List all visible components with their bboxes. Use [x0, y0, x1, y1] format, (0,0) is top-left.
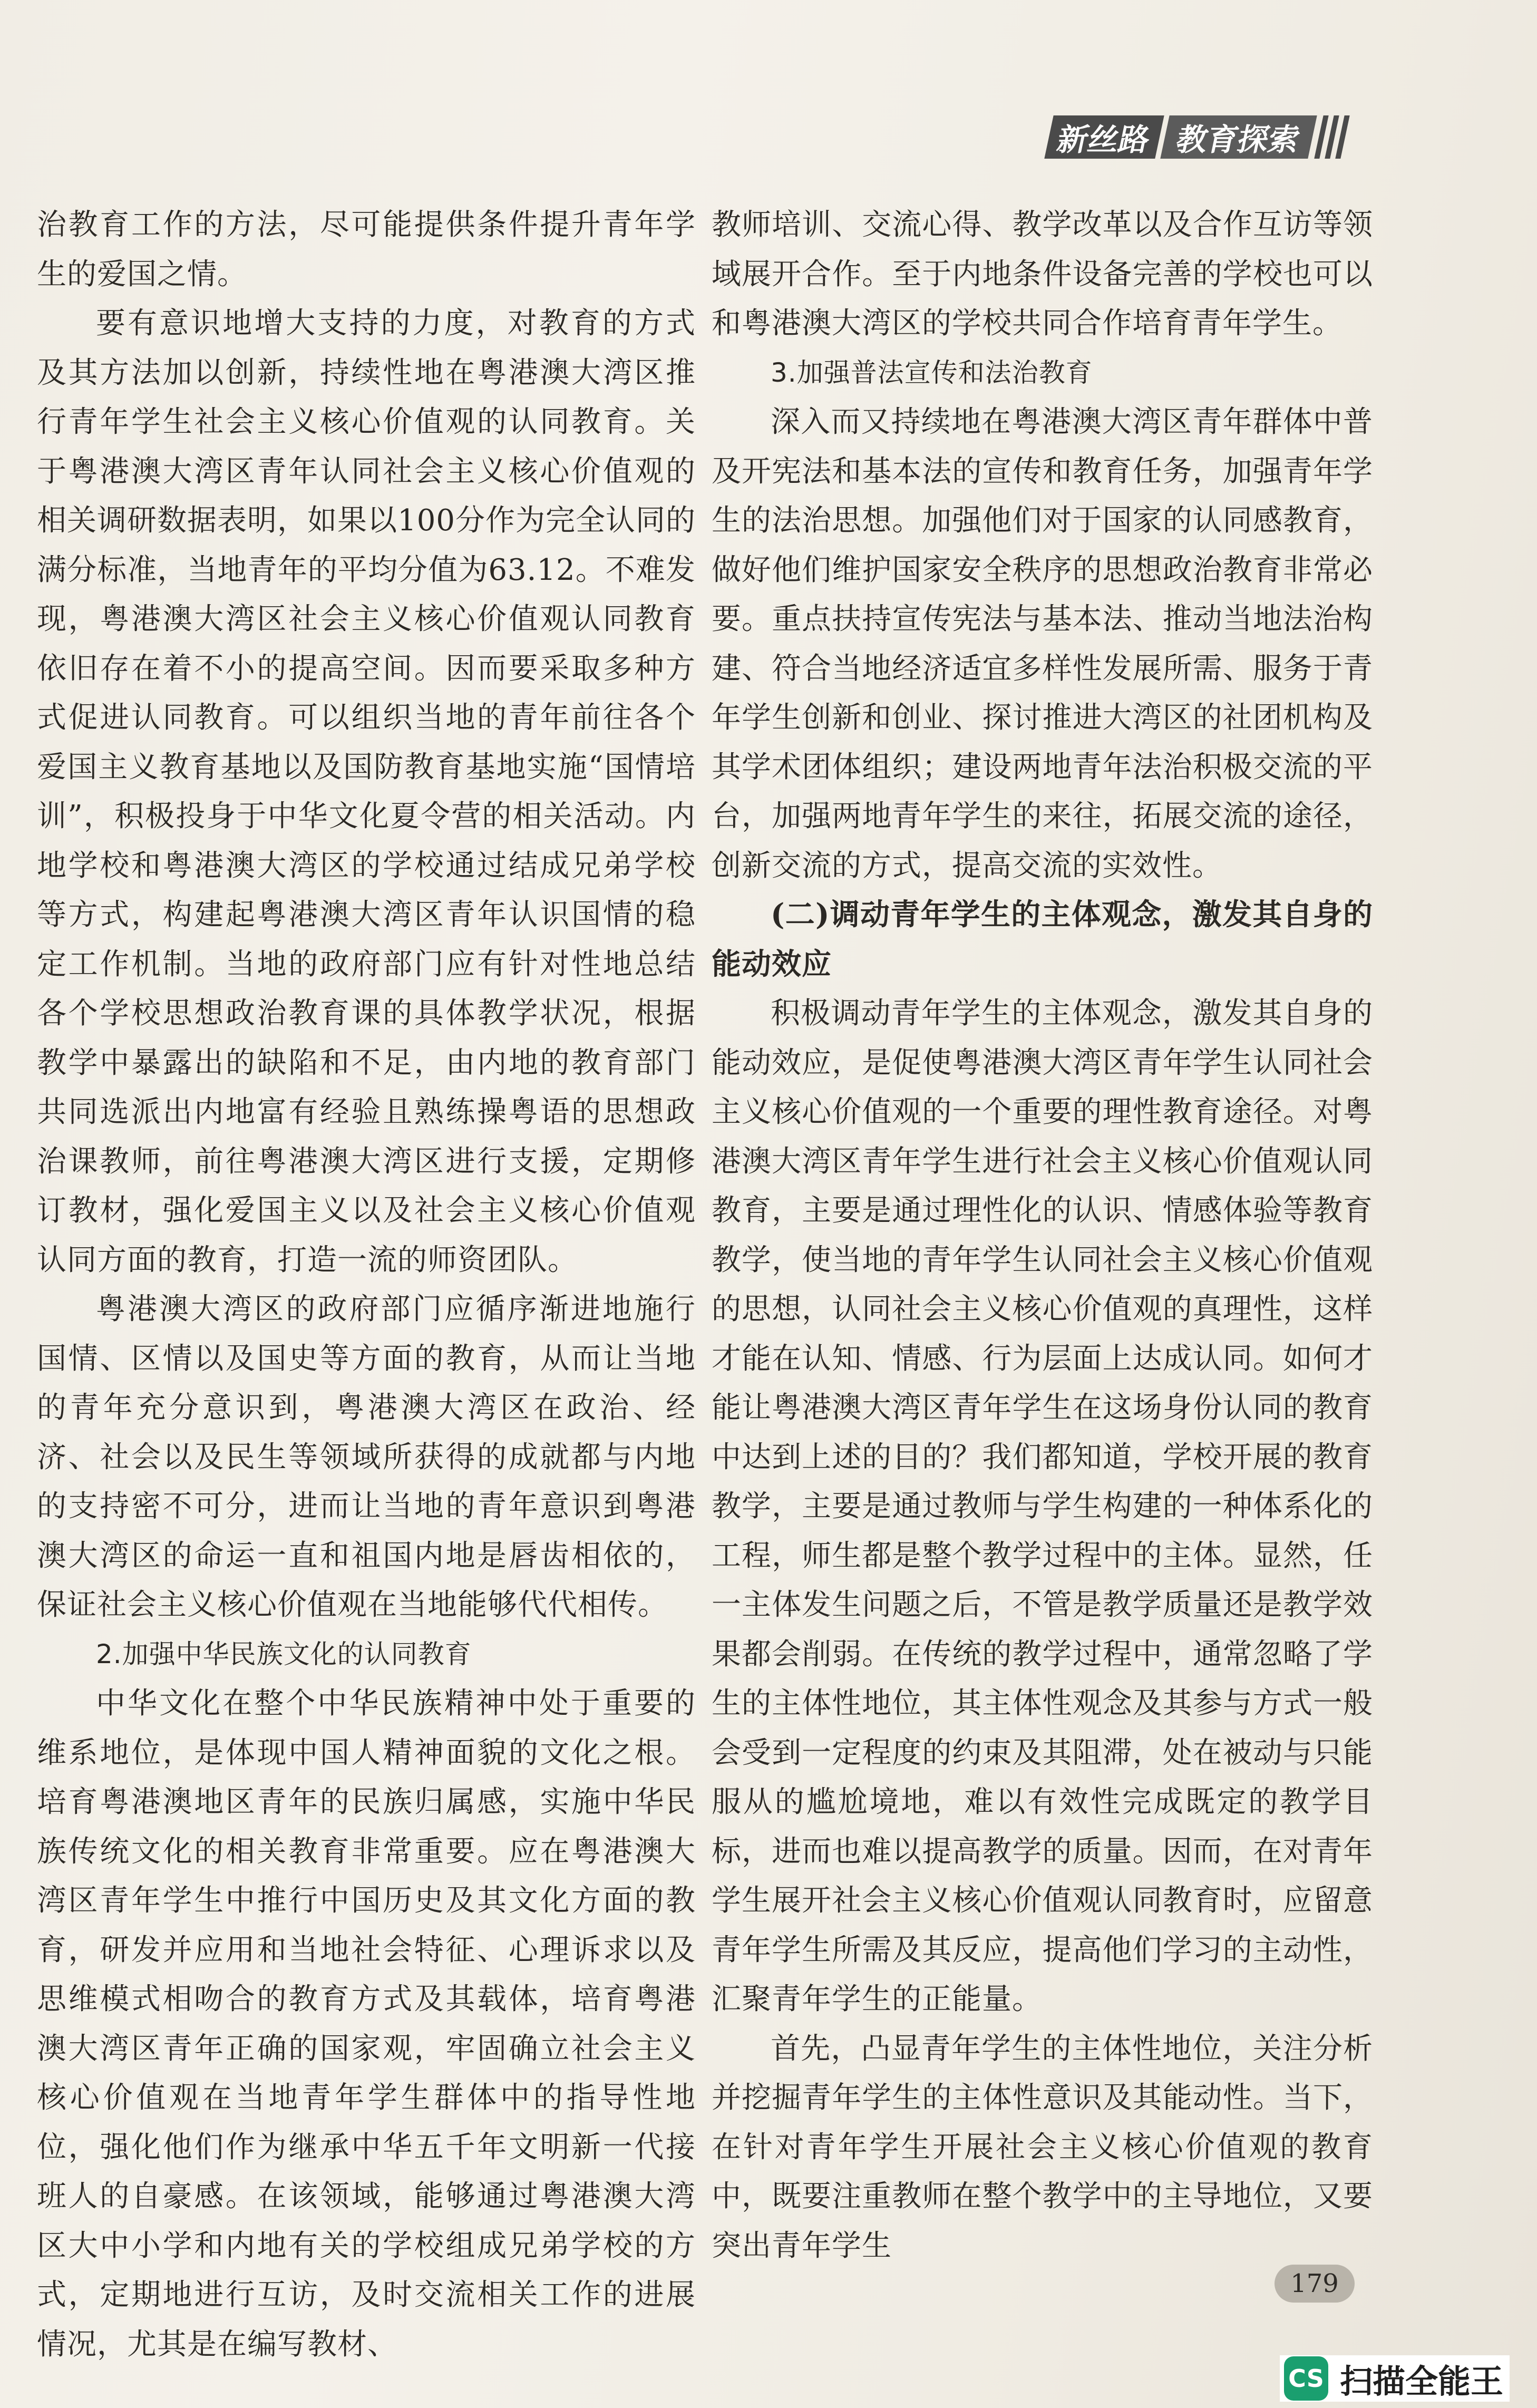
paragraph: 深入而又持续地在粤港澳大湾区青年群体中普及开宪法和基本法的宣传和教育任务，加强青年学生的法治思想。加强他们对于国家的认同感教育，做好他们维护国家安全秩序的思想政治教育非常必要。重点扶持宣传宪法与基本法、推动当地法治构建、符合当地经济适宜多样性发展所需、服务于青年学生创新和创业、探讨推进大湾区的社团机构及其学术团体组织；建设两地青年法治积极交流的平台，加强两地青年学生的来往，拓展交流的途径，创新交流的方式，提高交流的实效性。 [712, 405, 1373, 883]
journal-header [1049, 112, 1345, 162]
watermark-label: 扫描全能王 [1340, 2362, 1504, 2401]
paragraph: 积极调动青年学生的主体观念，激发其自身的能动效应，是促使粤港澳大湾区青年学生认同社会主义核心价值观的一个重要的理性教育途径。对粤港澳大湾区青年学生进行社会主义核心价值观认同教育，主要是通过理性化的认识、情感体验等教育教学，使当地的青年学生认同社会主义核心价值观的思想，认同社会主义核心价值观的真理性，这样才能在认知、情感、行为层面上达成认同。如何才能让粤港澳大湾区青年学生在这场身份认同的教育中达到上述的目的？我们都知道，学校开展的教育教学，主要是通过教师与学生构建的一种体系化的工程，师生都是整个教学过程中的主体。显然，任一主体发生问题之后，不管是教学质量还是教学效果都会削弱。在传统的教学过程中，通常忽略了学生的主体性地位，其主体性观念及其参与方式一般会受到一定程度的约束及其阻滞，处在被动与只能服从的尴尬境地，难以有效性完成既定的教学目标，进而也难以提高教学的质量。因而，在对青年学生展开社会主义核心价值观认同教育时，应留意青年学生所需及其反应，提高他们学习的主动性，汇聚青年学生的正能量。 [712, 996, 1373, 2016]
right-column [712, 200, 1373, 2270]
scanner-watermark [1280, 2355, 1510, 2402]
section-heading: 2.加强中华民族文化的认同教育 [96, 1638, 472, 1669]
left-column [37, 200, 696, 2369]
section-heading: 3.加强普法宣传和法治教育 [771, 357, 1093, 388]
paragraph: 中华文化在整个中华民族精神中处于重要的维系地位，是体现中国人精神面貌的文化之根。培育粤港澳地区青年的民族归属感，实施中华民族传统文化的相关教育非常重要。应在粤港澳大湾区青年学生中推行中国历史及其文化方面的教育，研发并应用和当地社会特征、心理诉求以及思维模式相吻合的教育方式及其载体，培育粤港澳大湾区青年正确的国家观，牢固确立社会主义核心价值观在当地青年学生群体中的指导性地位，强化他们作为继承中华五千年文明新一代接班人的自豪感。在该领域，能够通过粤港澳大湾区大中小学和内地有关的学校组成兄弟学校的方式，定期地进行互访，及时交流相关工作的进展情况，尤其是在编写教材、 [37, 1686, 696, 2362]
paragraph: 粤港澳大湾区的政府部门应循序渐进地施行国情、区情以及国史等方面的教育，从而让当地的青年充分意识到，粤港澳大湾区在政治、经济、社会以及民生等领域所获得的成就都与内地的支持密不可分，进而让当地的青年意识到粤港澳大湾区的命运一直和祖国内地是唇齿相依的，保证社会主义核心价值观在当地能够代代相传。 [37, 1292, 696, 1622]
subsection-heading: (二)调动青年学生的主体观念，激发其自身的能动效应 [712, 897, 1373, 982]
journal-logo: 新丝路 [1044, 115, 1164, 159]
paragraph: 教师培训、交流心得、教学改革以及合作互访等领域展开合作。至于内地条件设备完善的学校也可以和粤港澳大湾区的学校共同合作培育青年学生。 [712, 208, 1373, 341]
paragraph: 首先，凸显青年学生的主体性地位，关注分析并挖掘青年学生的主体性意识及其能动性。当下，在针对青年学生开展社会主义核心价值观的教育中，既要注重教师在整个教学中的主导地位，又要突出青年学生 [712, 2031, 1373, 2263]
decorative-stripes [1319, 115, 1345, 159]
camscanner-icon: CS [1284, 2356, 1328, 2401]
paragraph: 要有意识地增大支持的力度，对教育的方式及其方法加以创新，持续性地在粤港澳大湾区推行青年学生社会主义核心价值观的认同教育。关于粤港澳大湾区青年认同社会主义核心价值观的相关调研数据表明，如果以100分作为完全认同的满分标准，当地青年的平均分值为63.12。不难发现，粤港澳大湾区社会主义核心价值观认同教育依旧存在着不小的提高空间。因而要采取多种方式促进认同教育。可以组织当地的青年前往各个爱国主义教育基地以及国防教育基地实施“国情培训”，积极投身于中华文化夏令营的相关活动。内地学校和粤港澳大湾区的学校通过结成兄弟学校等方式，构建起粤港澳大湾区青年认识国情的稳定工作机制。当地的政府部门应有针对性地总结各个学校思想政治教育课的具体教学状况，根据教学中暴露出的缺陷和不足，由内地的教育部门共同选派出内地富有经验且熟练操粤语的思想政治课教师，前往粤港澳大湾区进行支援，定期修订教材，强化爱国主义以及社会主义核心价值观认同方面的教育，打造一流的师资团队。 [37, 306, 696, 1277]
page-number: 179 [1275, 2265, 1355, 2303]
section-label: 教育探索 [1160, 115, 1317, 159]
paragraph: 治教育工作的方法，尽可能提供条件提升青年学生的爱国之情。 [37, 208, 696, 292]
